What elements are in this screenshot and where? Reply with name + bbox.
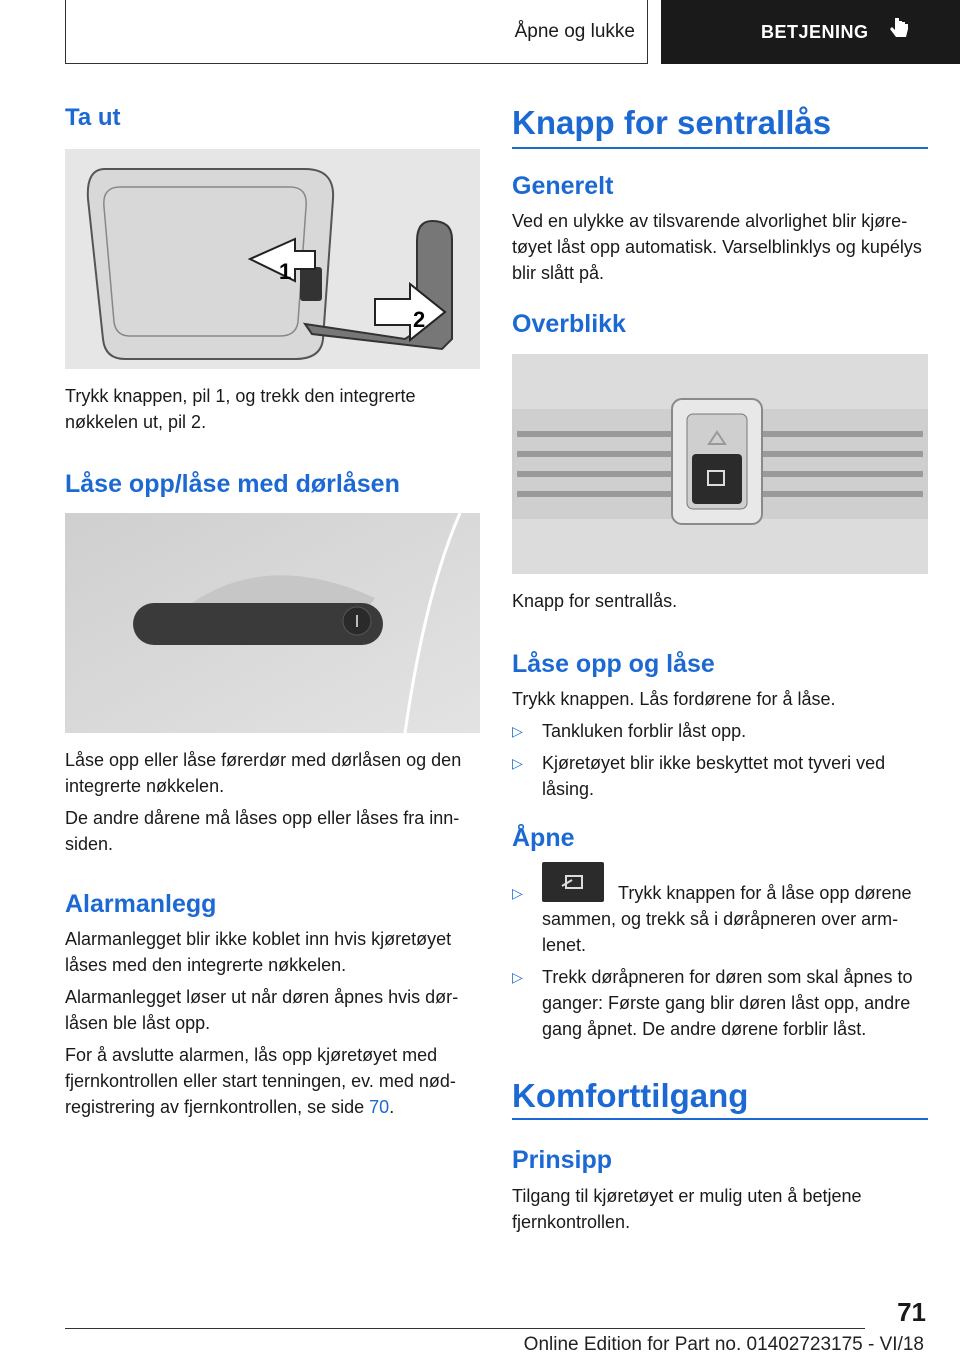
text-ta-ut: Trykk knappen, pil 1, og trekk den integrerte nøkkelen ut, pil 2. [65,386,416,432]
edition-text: Online Edition for Part no. 01402723175 - VI/18 [523,1334,924,1355]
list-item-apne-2 [512,964,928,1042]
list-item-text: Trykk knappen for å låse opp dørene sammen, og trekk så i døråpneren over armlenet. [542,883,912,955]
chapter-tab [661,0,960,64]
heading-apne: Åpne [512,824,575,852]
text-prinsipp: Tilgang til kjøretøyet er mulig uten å betjene fjernkontrollen. [512,1186,862,1232]
text-alarm-3-body: For å avslutte alarmen, lås opp kjøretøyet med fjernkontrollen eller start tenningen, ev. med nødregistrering av fjernkontrollen, se side [65,1045,456,1117]
heading-overblikk: Overblikk [512,310,626,338]
key-removal-illustration [65,149,480,369]
chapter-title: BETJENING [761,21,869,42]
text-lase-2: De andre dårene må låses opp eller låses fra innsiden. [65,808,460,854]
text-lase-opp: Trykk knappen. Lås fordørene for å låse. [512,689,836,709]
heading-generelt: Generelt [512,172,614,200]
list-item-apne-1 [512,880,928,958]
list-item-text: Kjøretøyet blir ikke beskyttet mot tyveri ved låsing. [542,753,886,799]
triangle-bullet-icon: ▷ [512,723,523,739]
section-title: Åpne og lukke [65,0,648,64]
text-alarm-2: Alarmanlegget løser ut når døren åpnes hvis dørlåsen ble låst opp. [65,987,459,1033]
triangle-bullet-icon: ▷ [512,969,523,985]
list-item-lase-2 [512,750,928,802]
heading-lase-opp-og-lase: Låse opp og låse [512,650,715,678]
triangle-bullet-icon: ▷ [512,885,523,901]
heading-lase-dorlas: Låse opp/låse med dørlåsen [65,470,400,498]
text-alarm-3 [65,1042,480,1120]
door-handle-illustration [65,513,480,733]
page-number: 71 [897,1297,926,1327]
heading-komforttilgang: Komforttilgang [512,1077,749,1114]
callout-1: 1 [279,259,292,284]
heading-knapp-sentrallas: Knapp for sentrallås [512,104,832,141]
heading-ta-ut: Ta ut [65,104,121,131]
page-link-70[interactable]: 70 [369,1097,390,1117]
heading-alarmanlegg: Alarmanlegg [65,890,217,918]
central-lock-button-illustration [512,354,928,574]
heading-rule [512,1118,928,1120]
caption-overblikk: Knapp for sentrallås. [512,591,678,611]
text-generelt: Ved en ulykke av tilsvarende alvorlighet blir kjøretøyet låst opp automatisk. Varselblinklys og kupélys blir slått på. [512,211,922,283]
callout-2: 2 [413,307,426,332]
triangle-bullet-icon: ▷ [512,755,523,771]
list-item-text: Trekk døråpneren for døren som skal åpnes to ganger: Første gang blir døren låst opp, andre gang åpnet. De andre dørene forblir låst. [542,967,913,1039]
heading-prinsipp: Prinsipp [512,1146,613,1174]
hand-pointer-icon [887,16,911,48]
page-header [65,0,960,64]
text-alarm-1: Alarmanlegget blir ikke koblet inn hvis kjøretøyet låses med den integrerte nøkkelen. [65,929,452,975]
heading-rule [512,147,928,149]
text-alarm-3-end: . [389,1097,395,1117]
list-item-lase-1 [512,718,928,744]
footer-rule [65,1328,865,1329]
text-lase-1: Låse opp eller låse førerdør med dørlåsen og den integrerte nøkkelen. [65,750,462,796]
list-item-text: Tankluken forblir låst opp. [542,721,747,741]
unlock-button-icon [542,862,604,902]
